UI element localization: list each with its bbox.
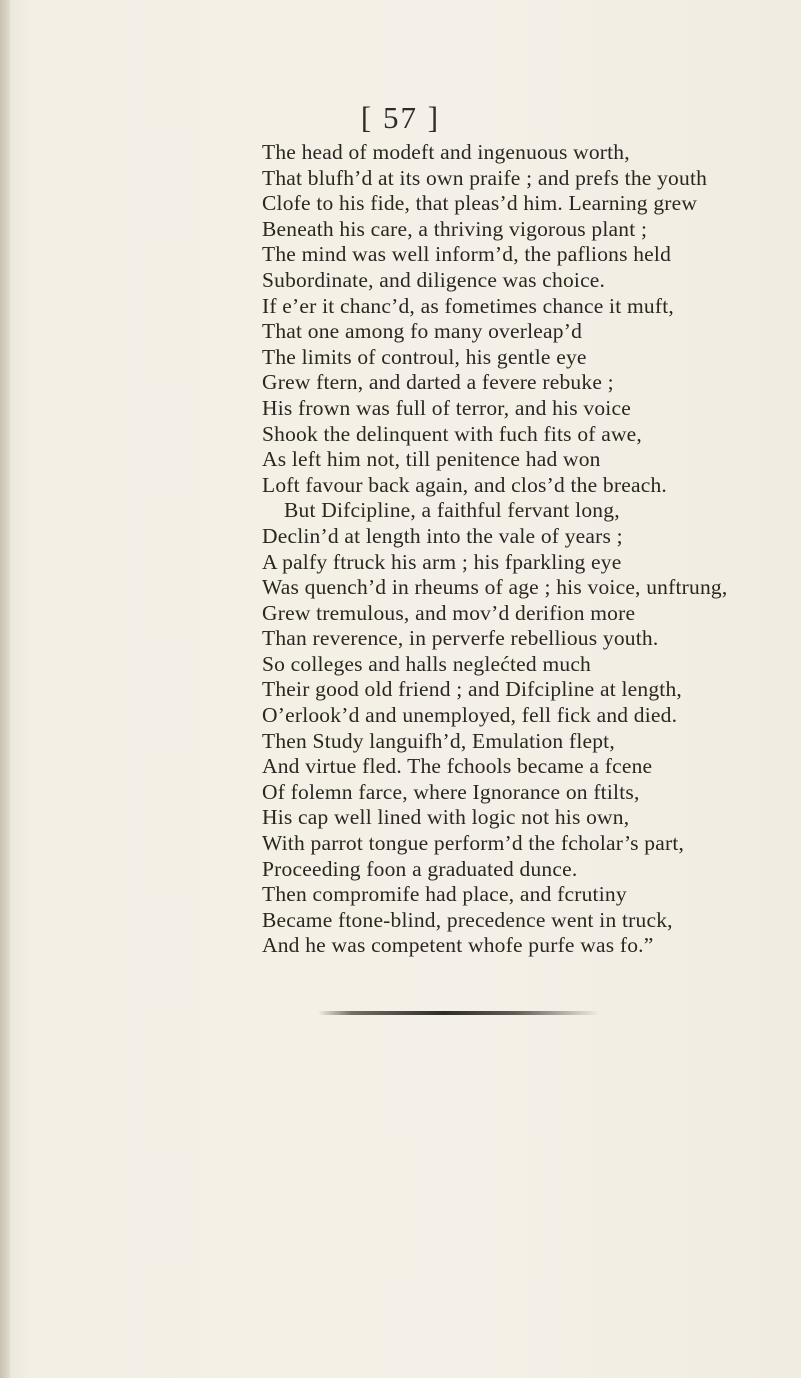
poem-line: Then Study languifh’d, Emulation flept,: [262, 728, 615, 753]
poem-line: The head of modeft and ingenuous worth,: [262, 140, 630, 164]
poem-line: O’erlook’d and unemployed, fell fick and died.: [262, 703, 678, 728]
poem-line: That one among fo many overleap’d: [262, 319, 583, 344]
poem-text: [262, 140, 727, 959]
poem-line: Beneath his care, a thriving vigorous plant ;: [262, 216, 648, 241]
poem-line: Of folemn farce, where Ignorance on ftilts,: [262, 779, 640, 804]
poem-line: Proceeding foon a graduated dunce.: [262, 856, 578, 881]
poem-line: And he was competent whofe purfe was fo.”: [262, 933, 654, 958]
poem-line: If e’er it chanc’d, as fometimes chance it muft,: [262, 293, 674, 318]
poem-line: Grew ftern, and darted a fevere rebuke ;: [262, 370, 614, 395]
poem-line: A palfy ftruck his arm ; his fparkling eye: [262, 549, 622, 574]
page-number: [ 57 ]: [360, 100, 441, 135]
poem-line: His cap well lined with logic not his own,: [262, 805, 630, 830]
poem-line: Their good old friend ; and Difcipline at length,: [262, 677, 682, 702]
page-binding-edge: [0, 0, 10, 1378]
poem-line: His frown was full of terror, and his voice: [262, 395, 631, 420]
poem-line: Shook the delinquent with fuch fits of awe,: [262, 421, 642, 446]
poem-line: And virtue fled. The fchools became a fcene: [262, 754, 653, 779]
poem-line: But Difcipline, a faithful fervant long,: [284, 498, 620, 523]
poem-line: The limits of controul, his gentle eye: [262, 344, 587, 369]
poem-line: Grew tremulous, and mov’d derifion more: [262, 600, 636, 625]
poem-line: So colleges and halls neglećted much: [262, 651, 592, 676]
poem-line: With parrot tongue perform’d the fcholar’s part,: [262, 831, 685, 856]
poem-line: Declin’d at length into the vale of years ;: [262, 523, 623, 548]
poem-line: Subordinate, and diligence was choice.: [262, 267, 606, 292]
poem-line: Clofe to his fide, that pleas’d him. Learning grew: [262, 191, 698, 216]
poem-line: The mind was well inform’d, the paflions held: [262, 242, 672, 267]
poem-line: Then compromife had place, and fcrutiny: [262, 882, 627, 907]
poem-line: Was quench’d in rheums of age ; his voice, unftrung,: [262, 575, 728, 600]
poem-line: Became ftone-blind, precedence went in truck,: [262, 907, 673, 932]
poem-line: Than reverence, in perverfe rebellious youth.: [262, 626, 659, 651]
poem-line: As left him not, till penitence had won: [262, 447, 601, 472]
poem-line: That blufh’d at its own praife ; and prefs the youth: [262, 165, 708, 190]
section-end-rule: [318, 1011, 600, 1015]
poem-line: Loft favour back again, and clos’d the breach.: [262, 472, 667, 497]
